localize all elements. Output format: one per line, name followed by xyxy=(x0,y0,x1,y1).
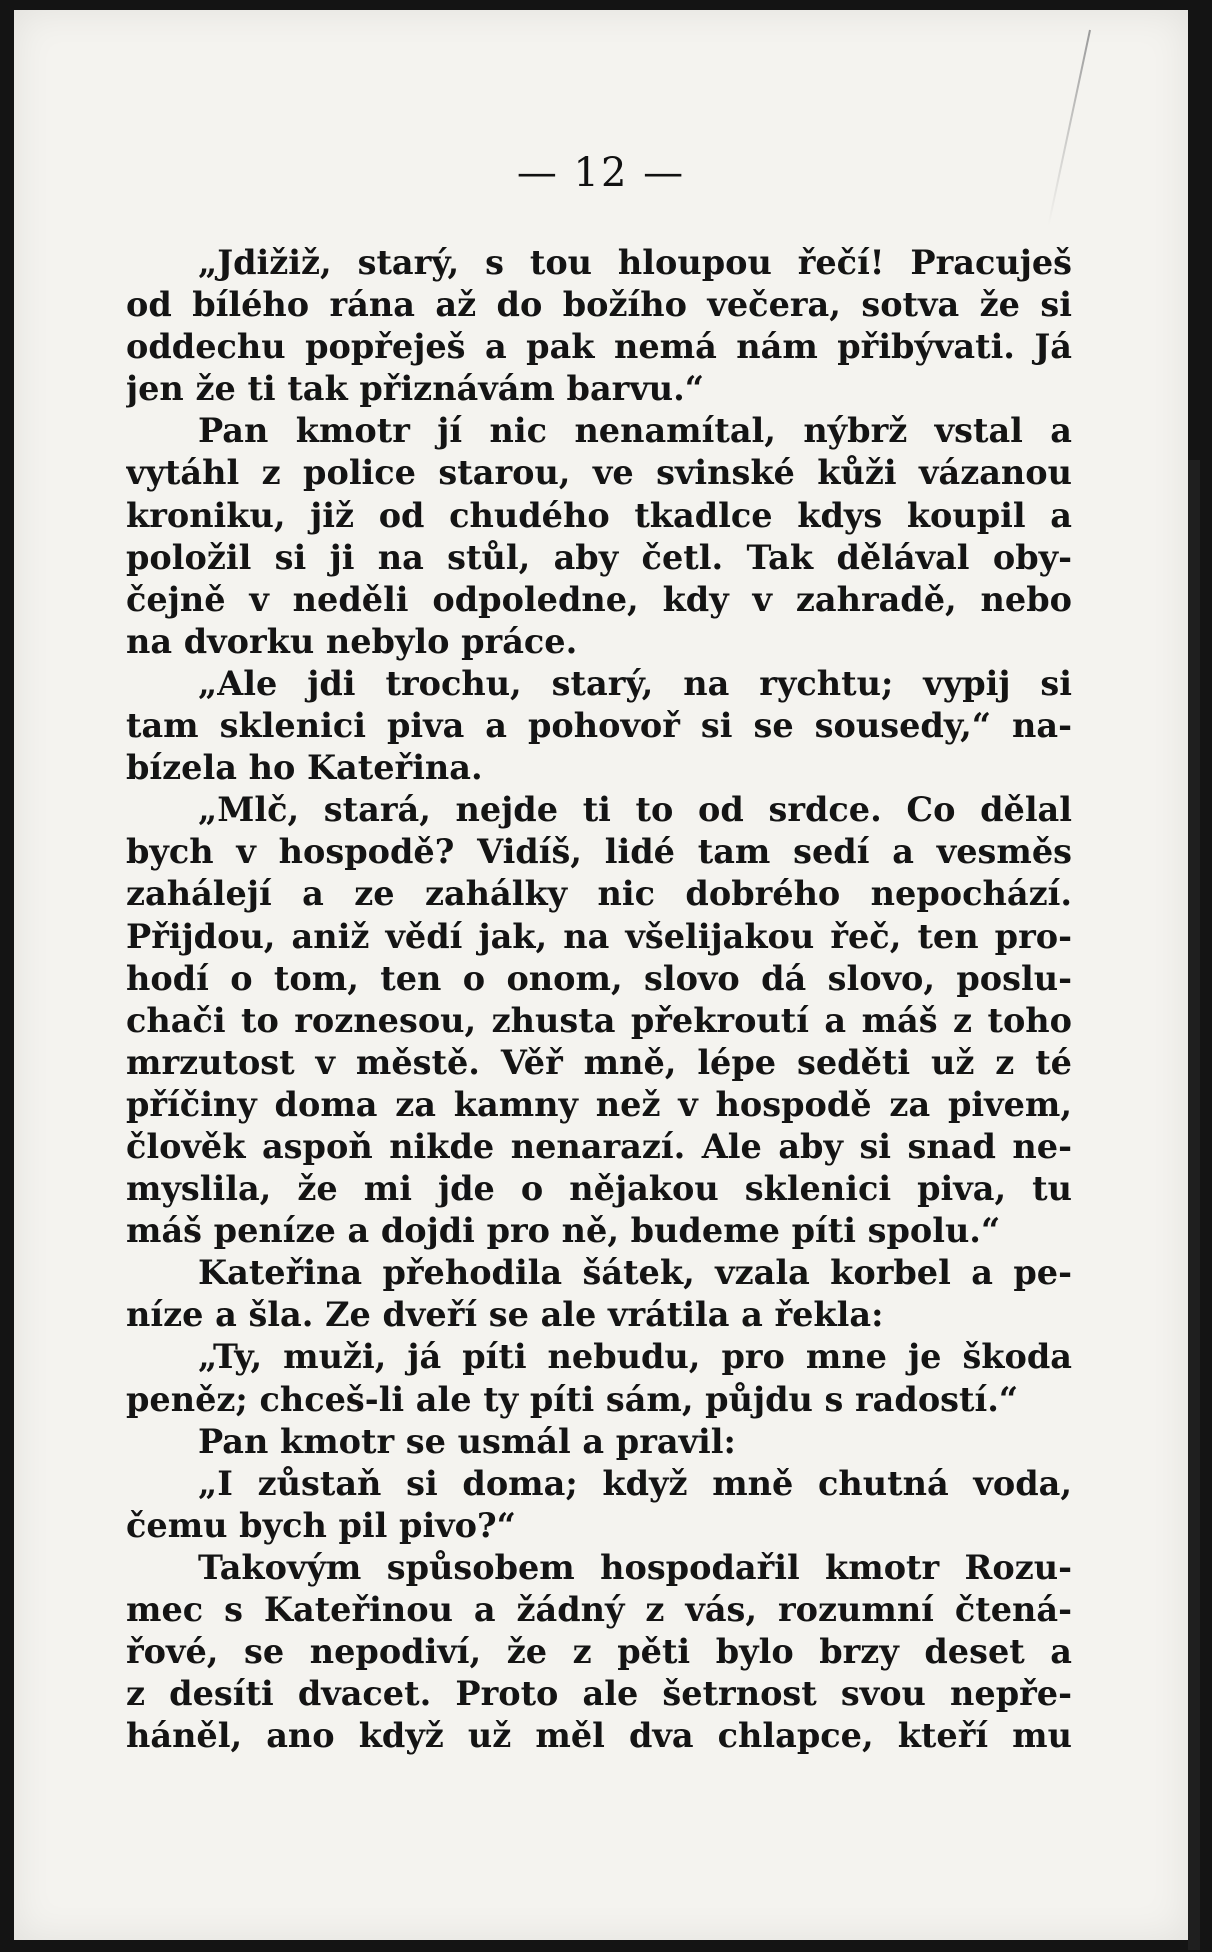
text-line: hodí o tom, ten o onom, slovo dá slovo, poslu- xyxy=(126,958,1072,998)
text-line: máš peníze a dojdi pro ně, budeme píti spolu.“ xyxy=(126,1211,1001,1251)
text-line: položil si ji na stůl, aby četl. Tak dělával oby- xyxy=(126,537,1072,577)
page-number: — 12 — xyxy=(516,150,686,196)
text-line: mec s Kateřinou a žádný z vás, rozumní čtená- xyxy=(126,1590,1072,1629)
text-line: peněz; chceš-li ale ty píti sám, půjdu s radostí.“ xyxy=(126,1379,1019,1419)
text-line: člověk aspoň nikde nenarazí. Ale aby si snad ne- xyxy=(126,1126,1072,1166)
text-line: bych v hospodě? Vidíš, lidé tam sedí a vesměs xyxy=(126,832,1072,872)
text-line: čejně v neděli odpoledne, kdy v zahradě, nebo xyxy=(126,579,1072,619)
text-line: čemu bych pil pivo?“ xyxy=(126,1505,516,1545)
text-line: chači to roznesou, zhusta překroutí a máš z toho xyxy=(126,1000,1072,1040)
text-line: „I zůstaň si doma; když mně chutná voda, xyxy=(198,1463,1072,1503)
text-line: „Ty, muži, já píti nebudu, pro mne je škoda xyxy=(198,1337,1072,1377)
text-line: „Jdižiž, starý, s tou hloupou řečí! Pracuješ xyxy=(198,243,1072,282)
text-line: Přijdou, aniž vědí jak, na všelijakou řeč, ten pro- xyxy=(126,916,1072,956)
text-line: řové, se nepodiví, že z pěti bylo brzy deset a xyxy=(126,1632,1072,1672)
text-line: z desíti dvacet. Proto ale šetrnost svou nepře- xyxy=(126,1674,1072,1714)
binding-edge xyxy=(1188,460,1200,1950)
text-line: zahálejí a ze zahálky nic dobrého nepochází. xyxy=(126,874,1072,914)
text-line: tam sklenici piva a pohovoř si se sousedy,“ na- xyxy=(126,706,1072,746)
text-line: Pan kmotr jí nic nenamítal, nýbrž vstal a xyxy=(198,411,1072,451)
text-line: Pan kmotr se usmál a pravil: xyxy=(198,1421,736,1461)
text-line: bízela ho Kateřina. xyxy=(126,748,483,788)
text-line: háněl, ano když už měl dva chlapce, kteří mu xyxy=(126,1716,1072,1756)
text-line: oddechu popřeješ a pak nemá nám přibývati. Já xyxy=(126,327,1072,367)
text-line: myslila, že mi jde o nějakou sklenici piva, tu xyxy=(126,1169,1072,1209)
text-line: na dvorku nebylo práce. xyxy=(126,621,578,661)
text-line: kroniku, již od chudého tkadlce kdys koupil a xyxy=(126,495,1072,535)
paper-fold-mark xyxy=(1047,30,1091,226)
text-line: jen že ti tak přiznávám barvu.“ xyxy=(126,369,705,409)
text-line: níze a šla. Ze dveří se ale vrátila a řekla: xyxy=(126,1295,884,1335)
text-line: mrzutost v městě. Věř mně, lépe seděti už z té xyxy=(126,1042,1072,1082)
body-text xyxy=(126,242,1072,1757)
text-line: vytáhl z police starou, ve svinské kůži vázanou xyxy=(126,453,1072,493)
text-line: příčiny doma za kamny než v hospodě za pivem, xyxy=(126,1084,1072,1124)
book-page xyxy=(14,10,1188,1940)
text-line: Takovým spůsobem hospodařil kmotr Rozu- xyxy=(198,1547,1072,1587)
text-line: od bílého rána až do božího večera, sotva že si xyxy=(126,285,1072,325)
text-line: „Ale jdi trochu, starý, na rychtu; vypij si xyxy=(198,663,1072,703)
text-line: „Mlč, stará, nejde ti to od srdce. Co dělal xyxy=(198,790,1072,830)
text-line: Kateřina přehodila šátek, vzala korbel a pe- xyxy=(198,1253,1072,1293)
